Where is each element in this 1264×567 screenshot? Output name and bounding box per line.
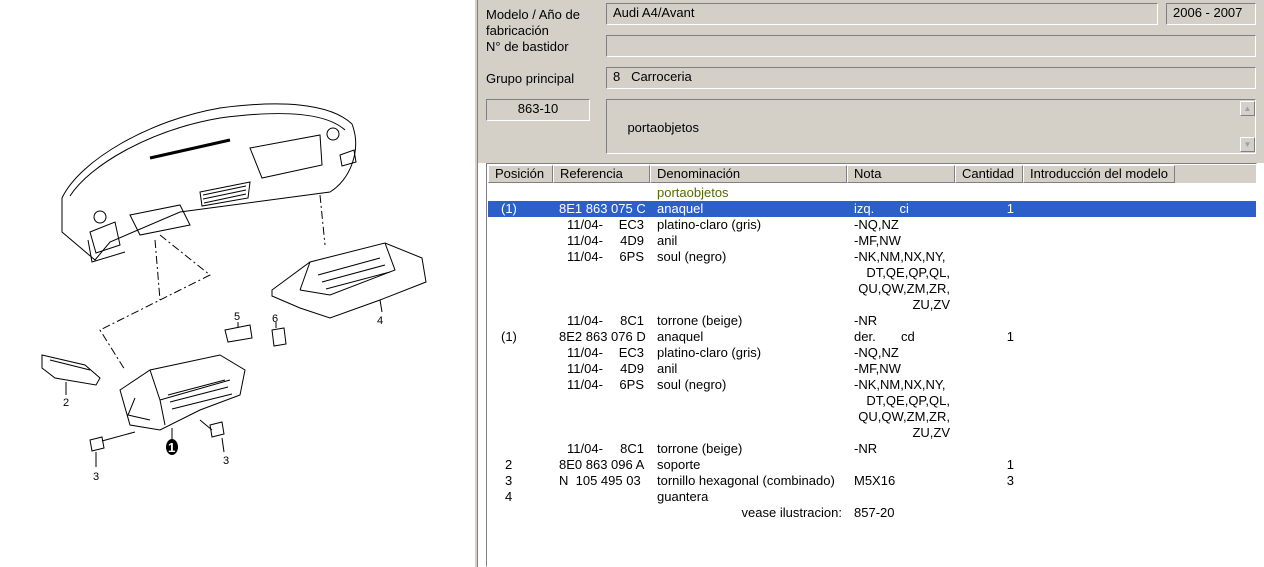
cell-reference: 8E1 863 075 C [559,201,646,216]
cell-denomination: platino-claro (gris) [657,345,762,360]
cell-quantity: 1 [1006,329,1014,344]
cell-reference: 8E2 863 076 D [559,329,646,344]
column-header-reference[interactable]: Referencia [553,165,650,183]
table-row[interactable] [488,265,1257,281]
cell-note: -NK,NM,NX,NY, [854,377,946,392]
vin-label: N° de bastidor [486,39,569,54]
column-header-position[interactable]: Posición [488,165,553,183]
cell-reference-date: 11/04- [567,217,603,232]
model-label: Modelo / Año de fabricación [486,7,580,38]
table-row[interactable] [488,505,1257,521]
cell-denomination: torrone (beige) [657,313,743,328]
table-row[interactable] [488,425,1257,441]
table-row[interactable] [488,201,1257,217]
cell-note: -MF,NW [854,361,901,376]
table-row[interactable] [488,377,1257,393]
parts-illustration [0,0,474,567]
cell-reference-code: 8C1 [620,313,644,328]
column-header-quantity[interactable]: Cantidad [955,165,1023,183]
table-row[interactable] [488,409,1257,425]
cell-reference: N 105 495 03 [559,473,641,488]
cell-denomination: vease ilustracion: [741,505,842,520]
cell-reference: 8E0 863 096 A [559,457,645,472]
cell-reference-date: 11/04- [567,313,603,328]
callout-2: 2 [63,397,70,409]
table-header [488,165,1257,183]
column-header-model-introduction[interactable]: Introducción del modelo [1023,165,1175,183]
chevron-down-icon: ▼ [1243,140,1252,149]
table-row[interactable] [488,313,1257,329]
callout-4: 4 [377,315,384,327]
cell-reference-code: 6PS [619,249,644,264]
cell-reference-code: EC3 [618,345,644,360]
cell-note: QU,QW,ZM,ZR, [858,281,950,296]
cell-reference-code: 8C1 [620,441,644,456]
cell-note: -NQ,NZ [854,345,899,360]
cell-reference-date: 11/04- [567,233,603,248]
scroll-up-button[interactable] [1240,101,1255,116]
cell-reference-code: 4D9 [620,233,644,248]
cell-reference-code: EC3 [618,217,644,232]
table-row[interactable] [488,457,1257,473]
cell-position: (1) [501,329,517,344]
model-field: Audi A4/Avant [606,3,1158,25]
illustration-description-text: portaobjetos [627,120,700,135]
table-row[interactable] [488,217,1257,233]
cell-denomination: tornillo hexagonal (combinado) [657,473,835,488]
cell-denomination: soul (negro) [657,377,727,392]
cell-quantity: 1 [1006,457,1014,472]
cell-denomination: guantera [657,489,709,504]
group-label: Grupo principal [486,71,575,86]
cell-quantity: 3 [1006,473,1014,488]
callout-6: 6 [272,313,279,325]
cell-note: -MF,NW [854,233,901,248]
cell-reference-code: 4D9 [620,361,644,376]
cell-reference-date: 11/04- [567,441,603,456]
cell-note: -NK,NM,NX,NY, [854,249,946,264]
cell-note: 857-20 [854,505,895,520]
callout-1: 1 [168,440,176,455]
exploded-view-drawing [0,0,474,567]
callout-3b: 3 [223,455,230,467]
table-row[interactable] [488,329,1257,345]
table-row[interactable] [488,249,1257,265]
cell-position: (1) [501,201,517,216]
cell-note: -NQ,NZ [854,217,899,232]
table-row[interactable] [488,345,1257,361]
parts-table [486,163,1257,567]
cell-position: 4 [505,489,513,504]
table-row[interactable] [488,393,1257,409]
cell-denomination: anil [657,233,678,248]
cell-denomination: platino-claro (gris) [657,217,762,232]
cell-note: DT,QE,QP,QL, [866,393,950,408]
cell-note: QU,QW,ZM,ZR, [858,409,950,424]
table-row[interactable] [488,233,1257,249]
cell-note: izq. ci [854,201,909,216]
cell-position: 2 [505,457,513,472]
chevron-up-icon: ▲ [1243,104,1252,113]
cell-reference-date: 11/04- [567,345,603,360]
callout-5: 5 [234,311,241,323]
cell-note: M5X16 [854,473,896,488]
cell-denomination: anaquel [657,329,704,344]
cell-denomination: anaquel [657,201,704,216]
table-row[interactable] [488,473,1257,489]
cell-note: ZU,ZV [912,297,950,312]
column-header-denomination[interactable]: Denominación [650,165,847,183]
cell-denomination: portaobjetos [657,185,729,200]
table-row[interactable] [488,297,1257,313]
cell-note: ZU,ZV [912,425,950,440]
cell-position: 3 [505,473,513,488]
cell-note: -NR [854,441,878,456]
table-row[interactable] [488,441,1257,457]
cell-denomination: soul (negro) [657,249,727,264]
part-header-panel [478,0,1264,163]
cell-note: der. cd [854,329,915,344]
cell-reference-date: 11/04- [567,249,603,264]
column-header-note[interactable]: Nota [847,165,955,183]
scroll-down-button[interactable] [1240,137,1255,152]
table-row[interactable] [488,361,1257,377]
group-field: 8 Carroceria [606,67,1256,89]
year-field: 2006 - 2007 [1166,3,1256,25]
cell-reference-date: 11/04- [567,361,603,376]
table-row[interactable] [488,281,1257,297]
callout-3a: 3 [93,471,100,483]
cell-denomination: torrone (beige) [657,441,743,456]
cell-denomination: soporte [657,457,701,472]
vin-field[interactable] [606,35,1256,57]
cell-reference-date: 11/04- [567,377,603,392]
table-group-row[interactable] [488,185,1257,201]
table-row[interactable] [488,489,1257,505]
cell-reference-code: 6PS [619,377,644,392]
illustration-description-field [606,99,1256,154]
cell-denomination: anil [657,361,678,376]
cell-note: -NR [854,313,878,328]
cell-note: DT,QE,QP,QL, [866,265,950,280]
illustration-code-field: 863-10 [486,99,590,121]
cell-quantity: 1 [1006,201,1014,216]
